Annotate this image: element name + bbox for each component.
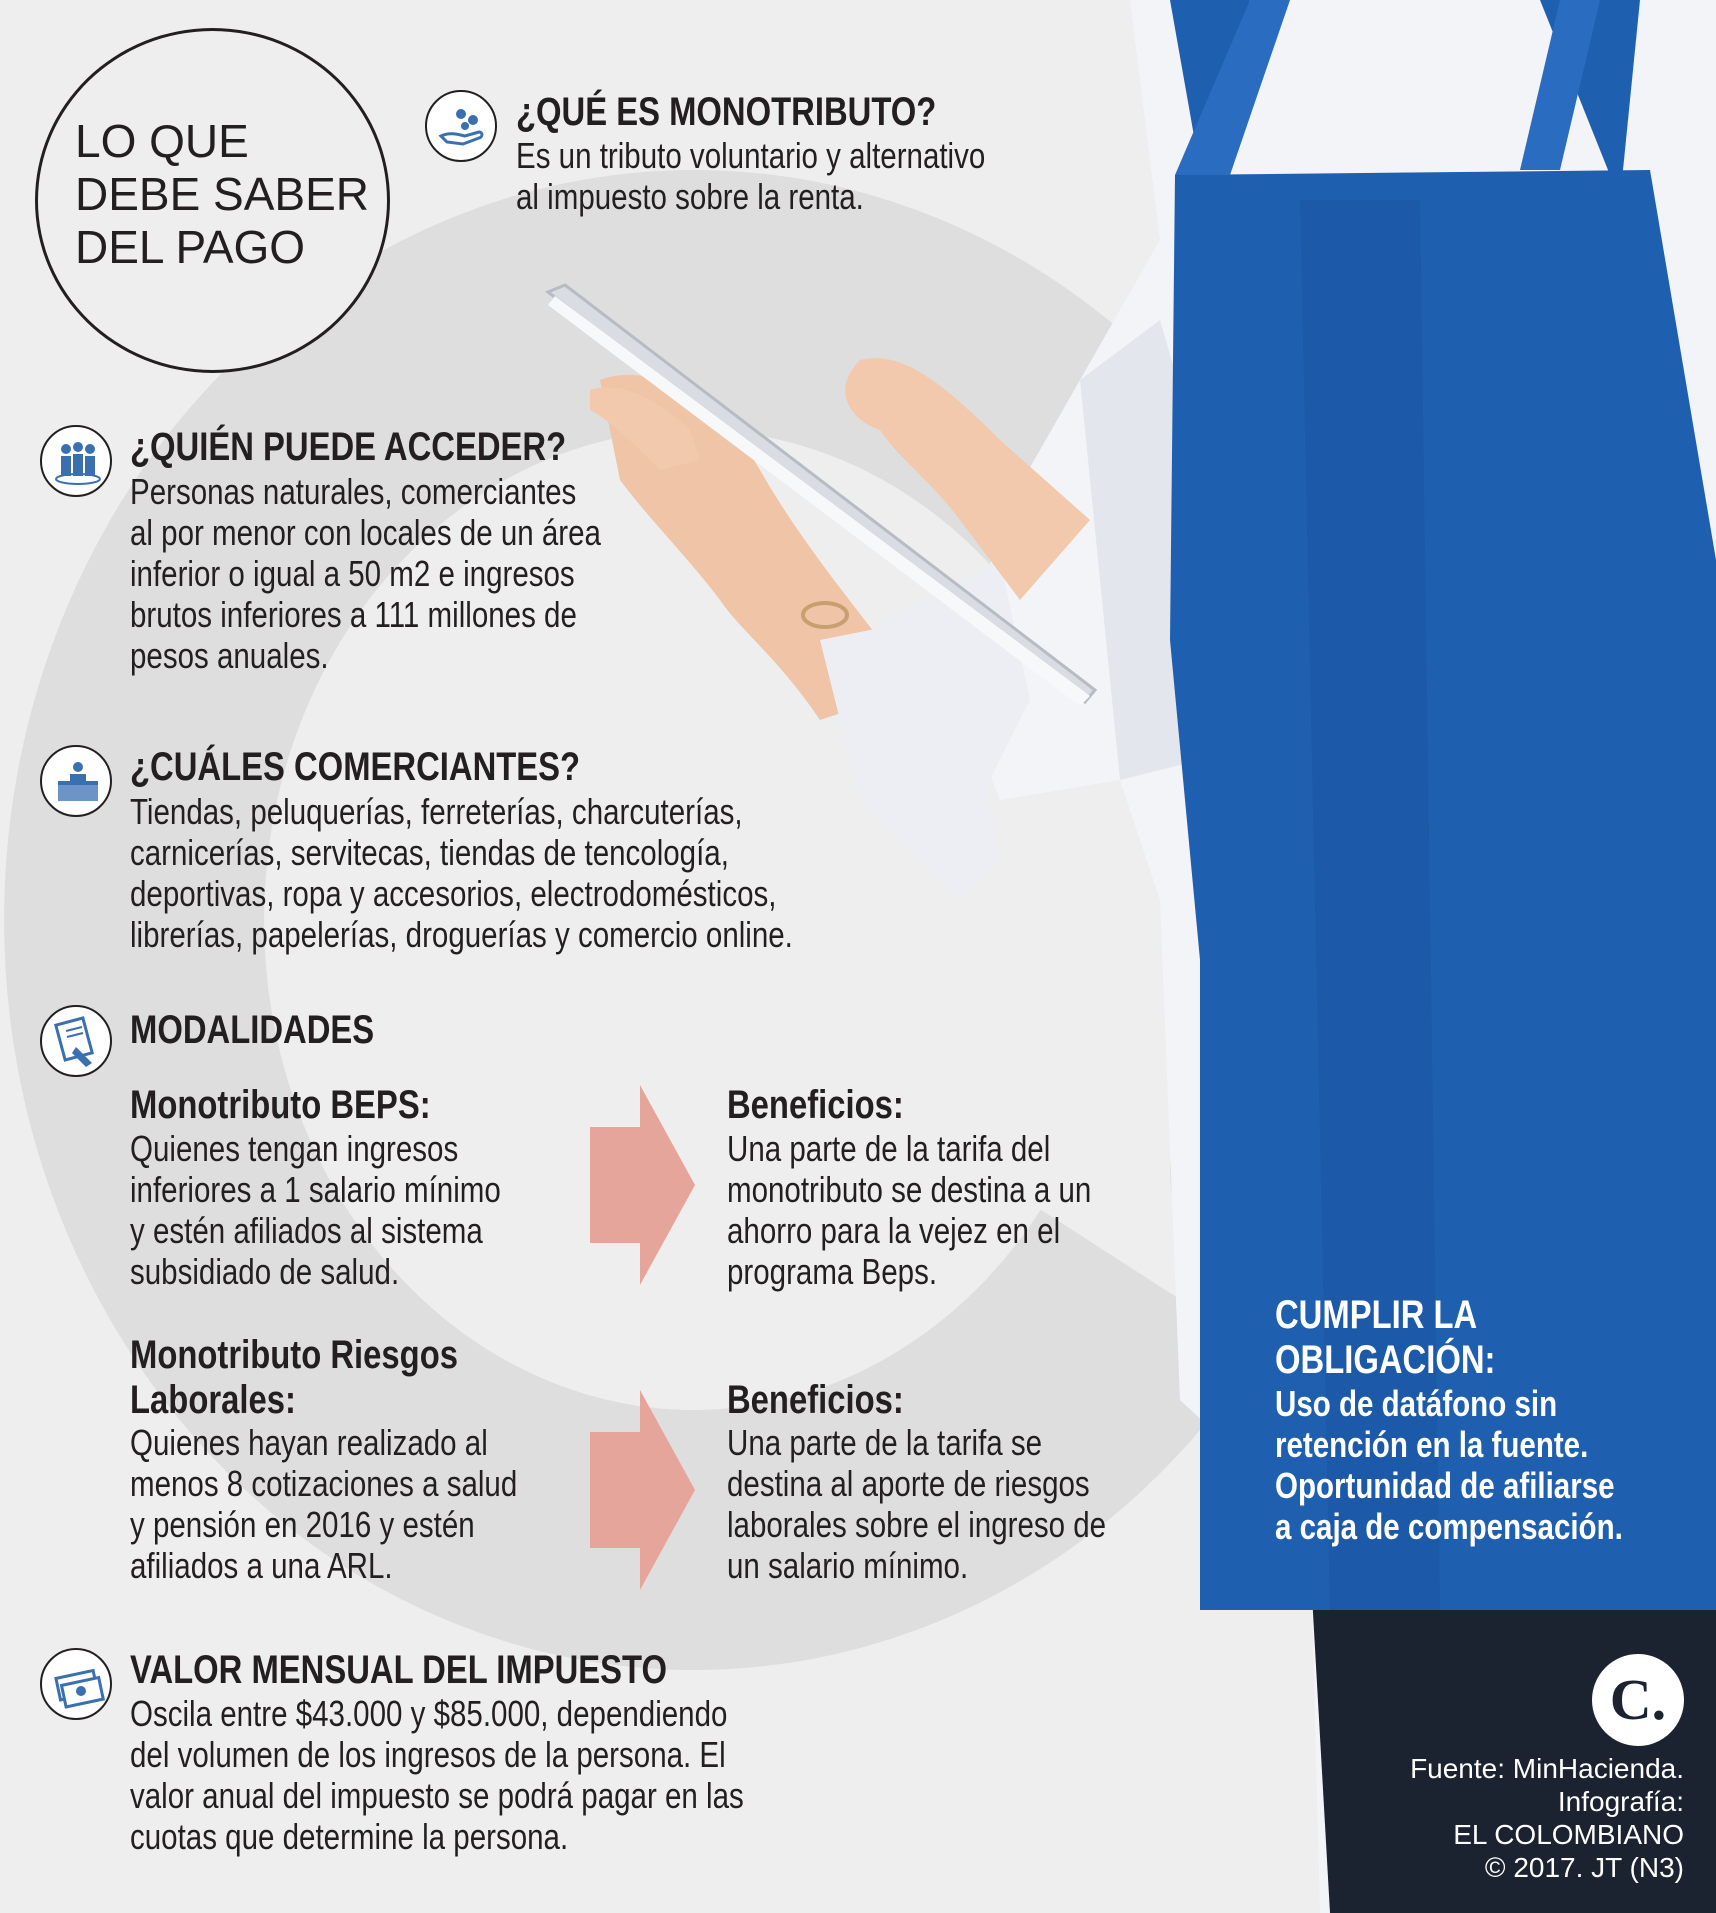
credit-copyright: © 2017. JT (N3): [1484, 1852, 1684, 1883]
riesgos-benefit-line-4: un salario mínimo.: [727, 1545, 969, 1586]
credit-source: Fuente: MinHacienda.: [1410, 1753, 1684, 1784]
riesgos-line-1: Quienes hayan realizado al: [130, 1422, 488, 1463]
valor-line-4: cuotas que determine la persona.: [130, 1816, 569, 1857]
beps-line-2: inferiores a 1 salario mínimo: [130, 1169, 501, 1210]
hand-coins-icon: [425, 90, 497, 162]
beps-line-1: Quienes tengan ingresos: [130, 1128, 459, 1169]
credit-infografia: Infografía:: [1557, 1786, 1684, 1817]
que-es-line-2: al impuesto sobre la renta.: [516, 176, 864, 217]
riesgos-benefit-line-2: destina al aporte de riesgos: [727, 1463, 1090, 1504]
beps-benefit-line-1: Una parte de la tarifa del: [727, 1128, 1051, 1169]
quien-line-5: pesos anuales.: [130, 635, 329, 676]
cuales-line-1: Tiendas, peluquerías, ferreterías, charcuterías,: [130, 791, 743, 832]
shop-counter-icon: [40, 745, 112, 817]
cuales-line-4: librerías, papelerías, droguerías y comercio online.: [130, 914, 793, 955]
beps-line-3: y estén afiliados al sistema: [130, 1210, 483, 1251]
riesgos-benefit-line-3: laborales sobre el ingreso de: [727, 1504, 1107, 1545]
quien-line-3: inferior o igual a 50 m2 e ingresos: [130, 553, 575, 594]
cumplir-line-4: a caja de compensación.: [1275, 1506, 1623, 1547]
riesgos-line-2: menos 8 cotizaciones a salud: [130, 1463, 518, 1504]
beps-benefit-line-4: programa Beps.: [727, 1251, 938, 1292]
que-es-heading: ¿QUÉ ES MONOTRIBUTO?: [516, 90, 937, 134]
riesgos-line-3: y pensión en 2016 y estén: [130, 1504, 475, 1545]
beps-title: Monotributo BEPS:: [130, 1083, 431, 1127]
credits: [1304, 1752, 1684, 1884]
quien-line-1: Personas naturales, comerciantes: [130, 471, 577, 512]
money-icon: [40, 1648, 112, 1720]
riesgos-line-4: afiliados a una ARL.: [130, 1545, 393, 1586]
riesgos-benefit-line-1: Una parte de la tarifa se: [727, 1422, 1043, 1463]
valor-line-2: del volumen de los ingresos de la persona. El: [130, 1734, 726, 1775]
quien-heading: ¿QUIÉN PUEDE ACCEDER?: [130, 425, 567, 469]
riesgos-benefit-title: Beneficios:: [727, 1378, 904, 1422]
people-icon: [40, 425, 112, 497]
cuales-line-2: carnicerías, servitecas, tiendas de tencología,: [130, 832, 729, 873]
beps-line-4: subsidiado de salud.: [130, 1251, 400, 1292]
document-hand-icon: [40, 1005, 112, 1077]
riesgos-title-2: Laborales:: [130, 1378, 296, 1422]
que-es-line-1: Es un tributo voluntario y alternativo: [516, 135, 986, 176]
title-line-3: DEL PAGO: [75, 221, 306, 273]
valor-line-3: valor anual del impuesto se podrá pagar en las: [130, 1775, 744, 1816]
title-line-2: DEBE SABER: [75, 168, 369, 220]
valor-heading: VALOR MENSUAL DEL IMPUESTO: [130, 1648, 668, 1692]
cumplir-heading-2: OBLIGACIÓN:: [1275, 1338, 1496, 1382]
logo-letter: C.: [1609, 1667, 1667, 1732]
beps-benefit-line-3: ahorro para la vejez en el: [727, 1210, 1061, 1251]
beps-benefit-title: Beneficios:: [727, 1083, 904, 1127]
riesgos-title-1: Monotributo Riesgos: [130, 1333, 458, 1377]
cuales-line-3: deportivas, ropa y accesorios, electrodomésticos,: [130, 873, 777, 914]
quien-line-4: brutos inferiores a 111 millones de: [130, 594, 577, 635]
arrow-right-icon: [590, 1390, 700, 1590]
cuales-heading: ¿CUÁLES COMERCIANTES?: [130, 745, 581, 789]
title-line-1: LO QUE: [75, 115, 249, 167]
quien-line-2: al por menor con locales de un área: [130, 512, 601, 553]
cumplir-line-2: retención en la fuente.: [1275, 1424, 1589, 1465]
modalidades-heading: MODALIDADES: [130, 1008, 375, 1052]
credit-publisher: EL COLOMBIANO: [1453, 1819, 1684, 1850]
beps-benefit-line-2: monotributo se destina a un: [727, 1169, 1092, 1210]
cumplir-line-1: Uso de datáfono sin: [1275, 1383, 1558, 1424]
el-colombiano-logo: [1588, 1650, 1688, 1750]
arrow-right-icon: [590, 1085, 700, 1285]
cumplir-heading-1: CUMPLIR LA: [1275, 1293, 1478, 1337]
valor-line-1: Oscila entre $43.000 y $85.000, dependiendo: [130, 1693, 728, 1734]
cumplir-line-3: Oportunidad de afiliarse: [1275, 1465, 1615, 1506]
